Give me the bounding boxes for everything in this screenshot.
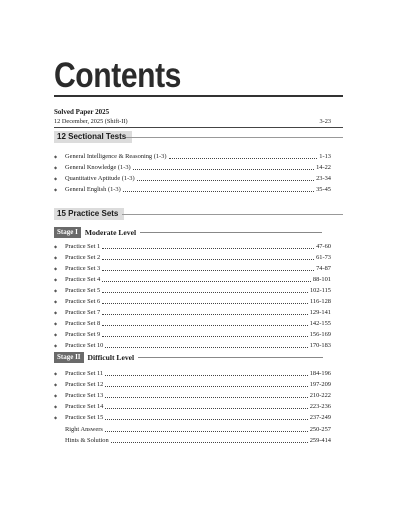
toc-entry <box>54 423 331 434</box>
toc-entry <box>54 328 331 339</box>
dot-leader <box>102 291 308 293</box>
toc-entry-pages: 223-236 <box>309 403 331 410</box>
dot-leader <box>105 385 307 387</box>
toc-entry-label: General Intelligence & Reasoning (1-3) <box>65 153 167 160</box>
bullet-icon: ◆ <box>54 299 58 304</box>
toc-entry <box>54 389 331 400</box>
stage-1-badge: Stage I <box>54 227 81 238</box>
toc-entry-pages: 61-73 <box>316 254 331 261</box>
bullet-icon: ◆ <box>54 382 58 387</box>
bullet-icon: ◆ <box>54 332 58 337</box>
toc-entry <box>54 251 331 262</box>
toc-entry <box>54 367 331 378</box>
bullet-icon: ◆ <box>54 310 58 315</box>
bullet-icon: ◆ <box>54 255 58 260</box>
dot-leader <box>102 269 314 271</box>
bullet-icon: ◆ <box>54 415 58 420</box>
toc-entry <box>54 339 331 350</box>
stage-2-header <box>54 352 323 363</box>
toc-entry-pages: 170-183 <box>309 342 331 349</box>
toc-entry-label: Practice Set 7 <box>65 309 101 316</box>
stage-2-badge: Stage II <box>54 352 84 363</box>
page-title: Contents <box>54 56 181 95</box>
bullet-icon: ◆ <box>54 266 58 271</box>
toc-entry-pages: 88-101 <box>312 276 331 283</box>
solved-paper-pages: 3-23 <box>319 118 331 125</box>
toc-entry-pages: 250-257 <box>309 426 331 433</box>
toc-entry <box>54 306 331 317</box>
dot-leader <box>169 157 318 159</box>
toc-entry-pages: 142-155 <box>309 320 331 327</box>
toc-entry-label: Right Answers <box>65 426 103 433</box>
bullet-icon: ◆ <box>54 154 58 159</box>
toc-entry-label: Practice Set 8 <box>65 320 101 327</box>
dot-leader <box>105 407 307 409</box>
toc-entry <box>54 183 331 194</box>
toc-entry-label: Practice Set 5 <box>65 287 101 294</box>
toc-entry-label: Quantitative Aptitude (1-3) <box>65 175 135 182</box>
toc-entry <box>54 150 331 161</box>
toc-entry-pages: 237-249 <box>309 414 331 421</box>
toc-entry-label: Practice Set 12 <box>65 381 104 388</box>
title-rule <box>54 95 343 97</box>
toc-entry-label: Hints & Solution <box>65 437 109 444</box>
practice-heading-line <box>122 214 343 215</box>
toc-entry <box>54 262 331 273</box>
dot-leader <box>111 441 308 443</box>
stage-1-list <box>54 240 331 350</box>
solved-paper-date: 12 December, 2025 (Shift-II) <box>54 118 128 125</box>
sectional-tests-list <box>54 150 331 194</box>
toc-entry <box>54 317 331 328</box>
toc-entry-pages: 129-141 <box>309 309 331 316</box>
toc-entry-pages: 156-169 <box>309 331 331 338</box>
bullet-icon: ◆ <box>54 371 58 376</box>
toc-entry-label: Practice Set 10 <box>65 342 104 349</box>
bullet-icon: ◆ <box>54 321 58 326</box>
toc-entry <box>54 161 331 172</box>
toc-entry-pages: 197-209 <box>309 381 331 388</box>
toc-entry <box>54 378 331 389</box>
dot-leader <box>105 430 308 432</box>
toc-entry <box>54 400 331 411</box>
dot-leader <box>105 346 307 348</box>
toc-entry-label: Practice Set 11 <box>65 370 104 377</box>
bullet-icon: ◆ <box>54 165 58 170</box>
toc-entry-label: General Knowledge (1-3) <box>65 164 131 171</box>
stage-1-line <box>140 232 322 233</box>
sectional-heading-line <box>126 137 343 138</box>
dot-leader <box>102 324 308 326</box>
toc-entry-pages: 210-222 <box>309 392 331 399</box>
bullet-icon: ◆ <box>54 244 58 249</box>
toc-entry <box>54 240 331 251</box>
extras-list <box>54 423 331 445</box>
toc-entry-pages: 259-414 <box>309 437 331 444</box>
practice-sets-heading: 15 Practice Sets <box>54 208 124 220</box>
toc-entry-label: Practice Set 15 <box>65 414 104 421</box>
bullet-icon: ◆ <box>54 187 58 192</box>
toc-entry-label: Practice Set 1 <box>65 243 101 250</box>
dot-leader <box>102 302 308 304</box>
toc-entry-pages: 35-45 <box>316 186 331 193</box>
toc-entry <box>54 295 331 306</box>
dot-leader <box>102 258 314 260</box>
toc-entry-pages: 14-22 <box>316 164 331 171</box>
toc-entry <box>54 273 331 284</box>
dot-leader <box>102 313 308 315</box>
toc-entry-label: Practice Set 2 <box>65 254 101 261</box>
toc-entry-label: Practice Set 14 <box>65 403 104 410</box>
solved-paper-row <box>54 117 331 126</box>
toc-entry <box>54 411 331 422</box>
toc-entry-pages: 102-115 <box>309 287 331 294</box>
toc-entry-pages: 1-13 <box>319 153 331 160</box>
sectional-tests-heading: 12 Sectional Tests <box>54 131 132 143</box>
dot-leader <box>102 335 308 337</box>
bullet-icon: ◆ <box>54 404 58 409</box>
bullet-icon: ◆ <box>54 176 58 181</box>
toc-entry <box>54 434 331 445</box>
stage-2-list <box>54 367 331 422</box>
dot-leader <box>102 280 311 282</box>
stage-1-header <box>54 227 322 238</box>
toc-entry-label: Practice Set 6 <box>65 298 101 305</box>
toc-entry <box>54 172 331 183</box>
bullet-icon: ◆ <box>54 343 58 348</box>
solved-paper-rule <box>54 127 343 128</box>
dot-leader <box>105 374 308 376</box>
stage-2-line <box>138 357 323 358</box>
toc-entry-pages: 74-87 <box>316 265 331 272</box>
toc-entry-pages: 116-128 <box>309 298 331 305</box>
dot-leader <box>137 179 315 181</box>
bullet-icon: ◆ <box>54 277 58 282</box>
solved-paper-heading: Solved Paper 2025 <box>54 108 110 116</box>
bullet-icon: ◆ <box>54 288 58 293</box>
bullet-icon: ◆ <box>54 393 58 398</box>
toc-entry <box>54 284 331 295</box>
toc-entry-label: Practice Set 4 <box>65 276 101 283</box>
toc-entry-label: Practice Set 13 <box>65 392 104 399</box>
toc-entry-label: Practice Set 9 <box>65 331 101 338</box>
dot-leader <box>102 247 314 249</box>
dot-leader <box>105 396 307 398</box>
dot-leader <box>123 190 314 192</box>
dot-leader <box>105 418 307 420</box>
solved-paper-entry <box>54 108 331 126</box>
dot-leader <box>133 168 314 170</box>
stage-2-name: Difficult Level <box>87 353 135 362</box>
toc-entry-label: General English (1-3) <box>65 186 121 193</box>
stage-1-name: Moderate Level <box>84 228 137 237</box>
toc-entry-pages: 47-60 <box>316 243 331 250</box>
toc-entry-label: Practice Set 3 <box>65 265 101 272</box>
toc-entry-pages: 184-196 <box>309 370 331 377</box>
toc-entry-pages: 23-34 <box>316 175 331 182</box>
